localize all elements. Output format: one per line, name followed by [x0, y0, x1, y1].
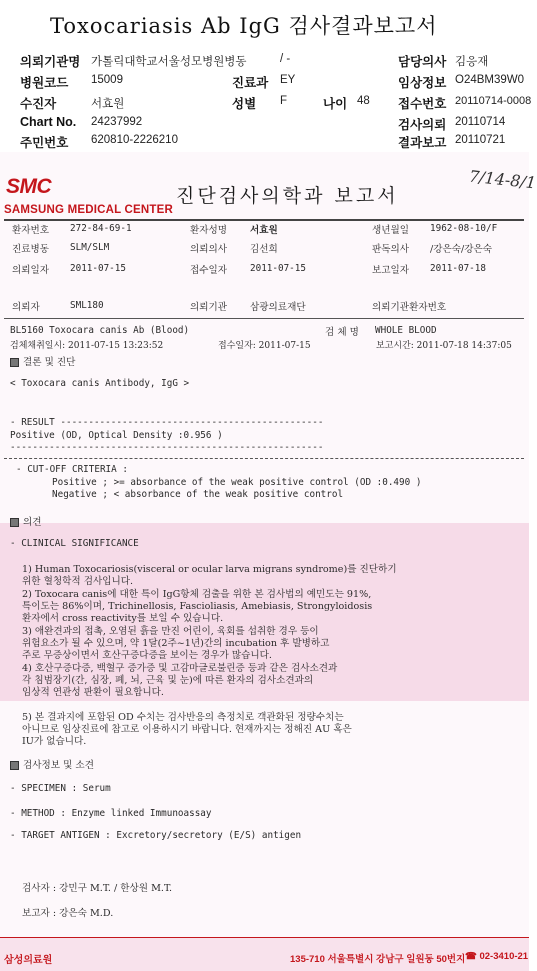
value-patient-no: 272-84-69-1: [70, 223, 132, 234]
label-receipt-date: 접수일자: [190, 265, 228, 276]
value-accession: 20110714-0008: [455, 95, 532, 107]
cutoff-header: - CUT-OFF CRITERIA :: [16, 464, 128, 475]
note-line: 특이도는 86%이며, Trichinellosis, Fascioliasis, Amebiasis, Strongyloidosis: [22, 601, 373, 612]
label-institution-patient-no: 의뢰기관환자번호: [372, 302, 447, 313]
section-box-icon: [10, 761, 19, 770]
specimen-line: - SPECIMEN : Serum: [10, 783, 111, 794]
report-time: 보고시간: 2011-07-18 14:37:05: [376, 341, 512, 351]
value-request-date: 20110714: [455, 116, 506, 128]
section-opinion: [10, 514, 42, 528]
label-patient-no: 환자번호: [12, 225, 50, 236]
footer-hospital: 삼성의료원: [4, 955, 53, 966]
note-line: 아니므로 임상진료에 참고로 이용하시기 바랍니다. 현재까지는 정해진 AU 혹은: [22, 724, 352, 735]
cutoff-negative: Negative ; < absorbance of the weak positive control: [52, 489, 344, 500]
label-age: 나이: [323, 97, 348, 111]
receipt-time: 접수일자: 2011-07-15: [218, 341, 311, 351]
label-hospital-code: 병원코드: [20, 76, 69, 90]
value-ward: / -: [280, 53, 291, 65]
result-value: Positive (OD, Optical Density :0.956 ): [10, 430, 223, 441]
hospital-name-logo: SAMSUNG MEDICAL CENTER: [4, 204, 174, 216]
footer-phone-number: 02-3410-21: [479, 951, 529, 962]
label-specimen-name: 검 체 명: [325, 327, 359, 338]
value-department: EY: [280, 74, 296, 86]
section-test-info-label: 검사정보 및 소견: [23, 760, 94, 771]
cutoff-rule: [4, 458, 524, 459]
note-line: 환자에서 cross reactivity를 보일 수 있습니다.: [22, 613, 224, 624]
value-doctor: 김응재: [455, 56, 489, 68]
note-line: 위한 혈청학적 검사입니다.: [22, 576, 134, 587]
smc-logo: SMC: [6, 175, 52, 198]
title-rule: [4, 219, 524, 221]
antibody-name: < Toxocara canis Antibody, IgG >: [10, 378, 190, 389]
value-requester: SML180: [70, 300, 104, 311]
footer-phone: [465, 951, 528, 962]
note-line: 4) 호산구증다증, 백혈구 증가증 및 고감마글로불린증 등과 같은 검사소견과: [22, 663, 338, 674]
value-ordering-doctor: 김선희: [250, 244, 278, 255]
label-resident-no: 주민번호: [20, 136, 69, 150]
value-chart-no: 24237992: [91, 116, 143, 128]
label-requester: 의뢰자: [12, 302, 40, 313]
note-line: 1) Human Toxocariosis(visceral or ocular larva migrans syndrome)를 진단하기: [22, 564, 397, 575]
note-line: 각 침범장기(간, 심장, 폐, 뇌, 근육 및 눈)에 따른 환자의 검사소견과의: [22, 675, 314, 686]
label-accession: 접수번호: [398, 97, 447, 111]
label-institution: 의뢰기관명: [20, 55, 81, 69]
note-line: 위험요소가 될 수 있으며, 약 1달(2주~1년)간의 incubation 후 발병하고: [22, 638, 330, 649]
label-clinical-info: 임상정보: [398, 76, 447, 90]
value-clinical-info: O24BM39W0: [455, 74, 525, 86]
label-ordering-doctor: 의뢰의사: [190, 244, 228, 255]
value-sex: F: [280, 95, 288, 107]
label-order-date: 의뢰일자: [12, 265, 50, 276]
label-patient: 수진자: [20, 97, 57, 111]
footer-address: 135-710 서울특별시 강남구 일원동 50번지: [290, 954, 466, 965]
section-box-icon: [10, 358, 19, 367]
label-chart-no: Chart No.: [20, 115, 77, 129]
note-line: 2) Toxocara canis에 대한 특이 IgG항체 검출을 위한 본 검사법의 예민도는 91%,: [22, 589, 372, 600]
footer-rule: [0, 937, 529, 938]
test-code-line: BL5160 Toxocara canis Ab (Blood): [10, 325, 190, 336]
label-request-date: 검사의뢰: [398, 118, 447, 132]
value-order-date: 2011-07-15: [70, 263, 126, 274]
label-sex: 성별: [232, 97, 257, 111]
antigen-line: - TARGET ANTIGEN : Excretory/secretory (E/S) antigen: [10, 830, 302, 841]
value-hospital-code: 15009: [91, 74, 123, 86]
collection-time: 검체채취일시: 2011-07-15 13:23:52: [10, 341, 164, 351]
value-birth-date: 1962-08-10/F: [430, 223, 498, 234]
value-requesting-institution: 삼광의료재단: [250, 302, 306, 313]
value-patient-name: 서효원: [250, 225, 278, 236]
value-patient: 서효원: [91, 98, 125, 110]
note-line: 주로 무증상이면서 호산구증다증을 보이는 경우가 많습니다.: [22, 650, 272, 661]
phone-icon: ☎: [465, 951, 480, 962]
method-line: - METHOD : Enzyme linked Immunoassay: [10, 808, 212, 819]
result-header: - RESULT -----------------------------------------------: [10, 417, 324, 428]
value-report-day: 2011-07-18: [430, 263, 486, 274]
tester-line: 검사자 : 강민구 M.T. / 한상원 M.T.: [22, 883, 172, 894]
note-line: 5) 본 결과지에 포함된 OD 수치는 검사반응의 측정치로 객관화된 정량수치는: [22, 712, 344, 723]
report-title: 진단검사의학과 보고서: [176, 185, 399, 207]
clinical-significance: - CLINICAL SIGNIFICANCE: [10, 538, 139, 549]
info-rule: [4, 318, 524, 319]
handwritten-note: 7/14-8/1: [468, 166, 537, 193]
value-specimen-name: WHOLE BLOOD: [375, 325, 437, 336]
value-resident-no: 620810-2226210: [91, 134, 178, 146]
cutoff-positive: Positive ; >= absorbance of the weak positive control (OD :0.490 ): [52, 477, 422, 488]
value-institution: 가톨릭대학교서울성모병원병동: [91, 56, 247, 68]
note-line: 3) 애완견과의 접촉, 오염된 흙을 만진 어린이, 육회를 섭취한 경우 등이: [22, 626, 319, 637]
section-conclusion-label: 결론 및 진단: [23, 357, 76, 368]
label-patient-name: 환자성명: [190, 225, 228, 236]
value-reading-doctor: /강은숙/강은숙: [430, 244, 493, 255]
section-test-info: [10, 757, 94, 771]
note-line: IU가 없습니다.: [22, 736, 87, 747]
label-ward: 진료병동: [12, 244, 50, 255]
value-age: 48: [357, 95, 370, 107]
note-line: 임상적 연관성 판환이 필요합니다.: [22, 687, 164, 698]
label-requesting-institution: 의뢰기관: [190, 302, 228, 313]
value-report-date: 20110721: [455, 134, 506, 146]
reporter-line: 보고자 : 강은숙 M.D.: [22, 908, 114, 919]
value-receipt-date: 2011-07-15: [250, 263, 306, 274]
document-title: Toxocariasis Ab IgG 검사결과보고서: [50, 14, 438, 38]
section-opinion-label: 의견: [23, 517, 42, 528]
value-ward-code: SLM/SLM: [70, 242, 110, 253]
label-department: 진료과: [232, 76, 269, 90]
label-report-day: 보고일자: [372, 265, 410, 276]
section-box-icon: [10, 518, 19, 527]
section-conclusion: [10, 354, 75, 368]
label-report-date: 결과보고: [398, 136, 447, 150]
label-doctor: 담당의사: [398, 55, 447, 69]
label-birth-date: 생년월일: [372, 225, 410, 236]
result-rule: --------------------------------------------------------: [10, 442, 324, 453]
label-reading-doctor: 판독의사: [372, 244, 410, 255]
